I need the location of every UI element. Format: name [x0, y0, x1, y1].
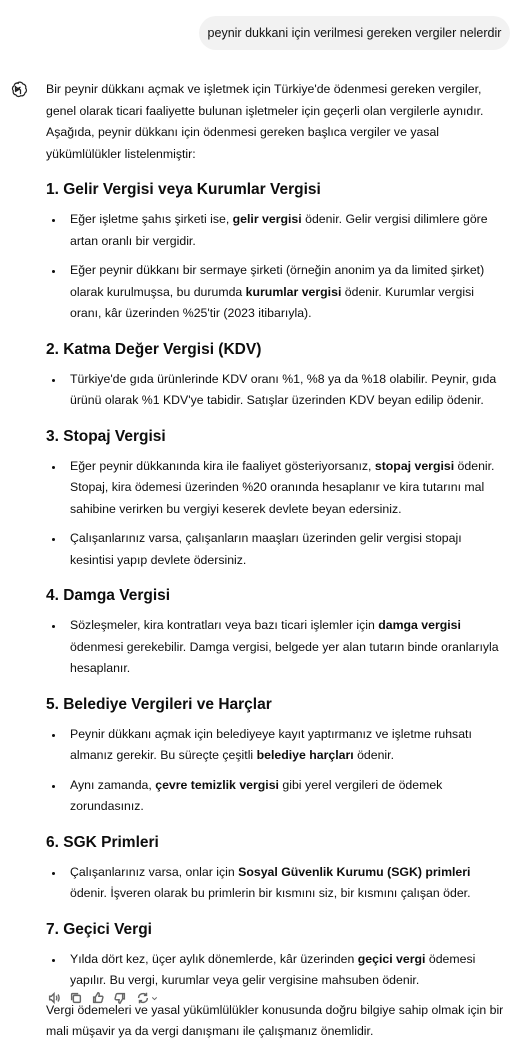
thumbs-down-icon[interactable] — [112, 990, 128, 1006]
section-title: 4. Damga Vergisi — [46, 587, 171, 604]
section-6 — [46, 833, 508, 905]
regenerate-icon[interactable] — [134, 990, 160, 1006]
section-title: 3. Stopaj Vergisi — [46, 427, 166, 445]
user-message-text: peynir dukkani için verilmesi gereken vergiler nelerdir — [207, 26, 502, 40]
section-5 — [46, 695, 508, 818]
list-item: • Çalışanlarınız varsa, onlar için Sosyal Güvenlik Kurumu (SGK) primleri ödenir. İşveren olarak bu primlerin bir kısmını siz, bir kısmını çalışan öder. — [64, 862, 508, 905]
section-1 — [46, 180, 508, 325]
assistant-response — [46, 79, 508, 1043]
list-item: • Sözleşmeler, kira kontratları veya bazı ticari işlemler için damga vergisi ödenmesi gerekebilir. Damga vergisi, belgede yer alan tutarın binde oranlarıyla hesaplanır. — [64, 615, 508, 680]
assistant-logo-icon — [8, 80, 28, 100]
section-title: 5. Belediye Vergileri ve Harçlar — [46, 695, 272, 713]
list-item: • Eğer işletme şahıs şirketi ise, gelir vergisi ödenir. Gelir vergisi dilimlere göre artan oranlı bir vergidir. — [64, 209, 508, 252]
response-intro: Bir peynir dükkanı açmak ve işletmek için Türkiye'de ödenmesi gereken vergiler, genel olarak ticari faaliyette bulunan işletmeler için geçerli olan vergilerle aynıdır. Aşağıda, peynir dükkanı için ödenmesi gereken başlıca vergiler ve yasal yükümlülükler listelenmiştir: — [46, 82, 484, 161]
section-4 — [46, 586, 508, 680]
section-title: 6. SGK Primleri — [46, 833, 159, 851]
read-aloud-icon[interactable] — [46, 990, 62, 1006]
section-title: 7. Geçici Vergi — [46, 920, 152, 938]
list-item: • Çalışanlarınız varsa, çalışanların maaşları üzerinden gelir vergisi stopajı kesintisi yapıp devlete ödersiniz. — [64, 528, 508, 571]
list-item: • Türkiye'de gıda ürünlerinde KDV oranı %1, %8 ya da %18 olabilir. Peynir, gıda ürünü olarak %1 KDV'ye tabidir. Satışlar üzerinden KDV beyan edilip ödenir. — [64, 369, 508, 412]
section-3 — [46, 427, 508, 572]
response-outro: Vergi ödemeleri ve yasal yükümlülükler konusunda doğru bilgiye sahip olmak için bir mali müşavir ya da vergi danışmanı ile çalışmanız önemlidir. — [46, 1002, 504, 1038]
thumbs-up-icon[interactable] — [90, 990, 106, 1006]
list-item: • Peynir dükkanı açmak için belediyeye kayıt yaptırmanız ve işletme ruhsatı almanız gerekir. Bu süreçte çeşitli belediye harçları ödenir. — [64, 724, 508, 767]
list-item: • Aynı zamanda, çevre temizlik vergisi gibi yerel vergileri de ödemek zorundasınız. — [64, 775, 508, 818]
section-title: 1. Gelir Vergisi veya Kurumlar Vergisi — [46, 181, 321, 198]
section-2 — [46, 340, 508, 412]
chevron-down-icon — [150, 994, 159, 1003]
list-item: • Yılda dört kez, üçer aylık dönemlerde, kâr üzerinden geçici vergi ödemesi yapılır. Bu vergi, kurumlar veya gelir vergisine mahsuben ödenir. — [64, 949, 508, 992]
response-actions — [46, 989, 160, 1007]
section-title: 2. Katma Değer Vergisi (KDV) — [46, 340, 262, 358]
section-7 — [46, 920, 508, 992]
copy-icon[interactable] — [68, 990, 84, 1006]
list-item: • Eğer peynir dükkanında kira ile faaliyet gösteriyorsanız, stopaj vergisi ödenir. Stopaj, kira ödemesi üzerinden %20 oranında hesaplanır ve kira tutarını mal sahibine verirken bu vergiyi keserek devlete beyan edersiniz. — [64, 456, 508, 521]
list-item: • Eğer peynir dükkanı bir sermaye şirketi (örneğin anonim ya da limited şirket) olarak kurulmuşsa, bu durumda kurumlar vergisi ödenir. Kurumlar vergisi oranı, kâr üzerinden %25'tir (2023 itibarıyla). — [64, 260, 508, 325]
user-message-bubble — [199, 16, 510, 50]
